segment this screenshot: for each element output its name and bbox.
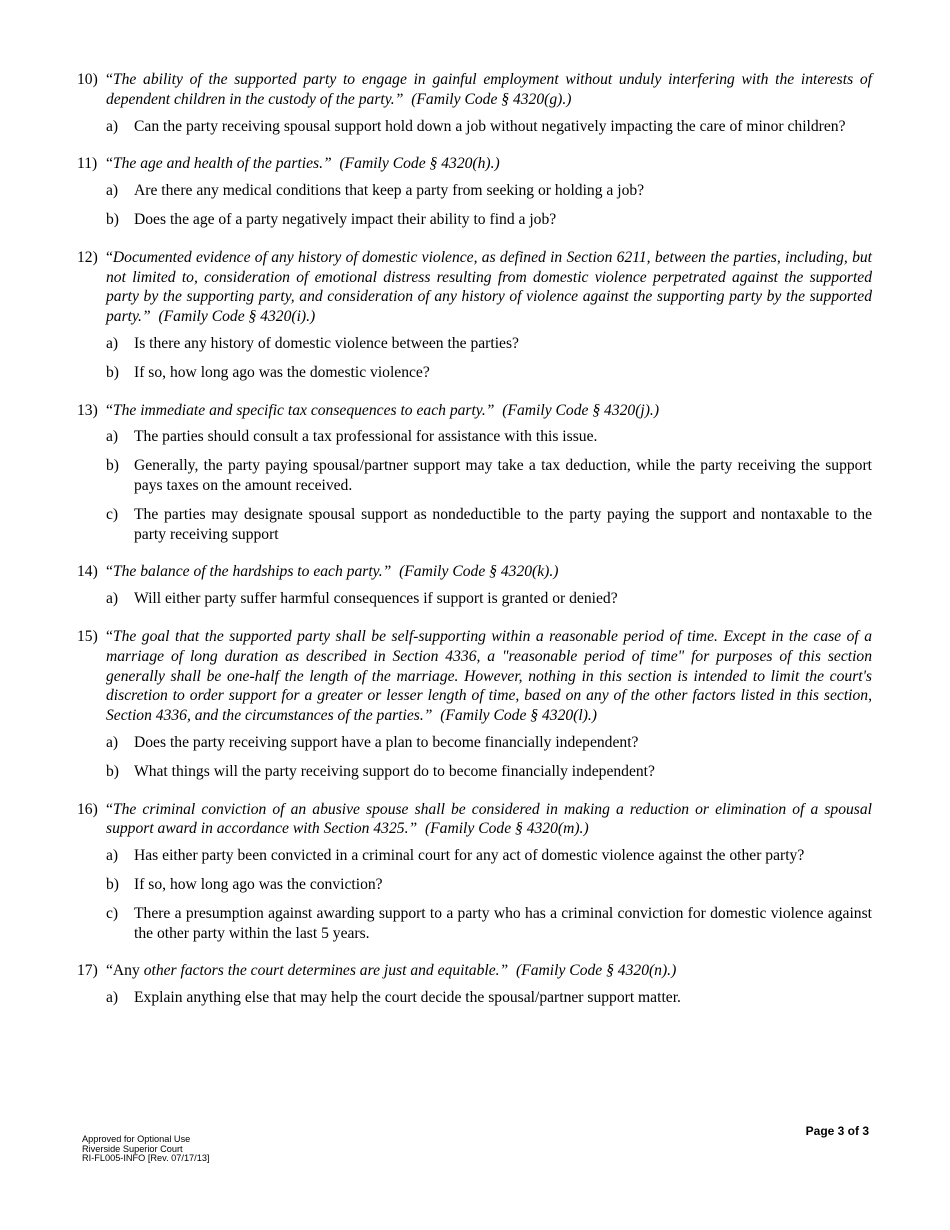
- question-letter: b): [106, 363, 119, 381]
- factor-statute: [77, 70, 872, 110]
- question-item: [106, 988, 872, 1008]
- question-text: Are there any medical conditions that keep a party from seeking or holding a job?: [134, 182, 645, 200]
- factor-quote-open: “: [106, 800, 113, 818]
- factor-questions: [106, 334, 872, 383]
- question-letter: c): [106, 505, 119, 523]
- factor-item: [77, 800, 872, 944]
- question-text: Generally, the party paying spousal/partner support may take a tax deduction, while the party receiving the support pays taxes on the amount received.: [134, 457, 872, 494]
- factor-item: [77, 70, 872, 136]
- question-item: [106, 875, 872, 895]
- factor-number: 12): [77, 248, 98, 266]
- factor-statute: [77, 627, 872, 726]
- factor-quote: The goal that the supported party shall be self-supporting within a reasonable period of time. Except in the case of a marriage of long duration as described in Section 4336, a "reasonable period of time" for purposes of this section generally shall be one-half the length of the marriage. However, nothing in this section is intended to limit the court's discretion to order support for a greater or lesser length of time, based on any of the other factors listed in this section, Section 4336, and the circumstances of the parties.”: [106, 627, 872, 725]
- factor-quote-open: “: [106, 563, 113, 581]
- factor-statute: [77, 401, 872, 421]
- factor-quote: Documented evidence of any history of domestic violence, as defined in Section 6211, between the parties, including, but not limited to, consideration of emotional distress resulting from domestic violence perpetrated against the supported party by the supporting party, and consideration of any history of violence against the supporting party by the supported party.”: [106, 248, 872, 326]
- factor-item: [77, 627, 872, 782]
- factor-number: 15): [77, 627, 98, 645]
- factor-quote-open: “: [106, 248, 113, 266]
- factor-citation: (Family Code § 4320(j).): [502, 401, 660, 419]
- factor-citation: (Family Code § 4320(m).): [424, 820, 589, 838]
- question-item: [106, 181, 872, 201]
- question-letter: a): [106, 847, 119, 865]
- question-letter: a): [106, 733, 119, 751]
- factor-quote-open: “Any: [106, 962, 144, 980]
- factor-quote-open: “: [106, 627, 113, 645]
- factor-item: [77, 401, 872, 545]
- question-item: [106, 334, 872, 354]
- factor-number: 16): [77, 800, 98, 818]
- question-letter: a): [106, 428, 119, 446]
- factor-citation: (Family Code § 4320(g).): [411, 90, 572, 108]
- factor-questions: [106, 117, 872, 137]
- question-text: Has either party been convicted in a criminal court for any act of domestic violence against the other party?: [134, 847, 805, 865]
- question-item: [106, 210, 872, 230]
- factor-quote-open: “: [106, 71, 113, 88]
- question-item: [106, 117, 872, 137]
- factor-statute: [77, 800, 872, 840]
- footer-form-id: RI-FL005-INFO [Rev. 07/17/13]: [82, 1153, 210, 1164]
- document-body: [77, 70, 872, 1026]
- factor-quote: other factors the court determines are just and equitable.”: [143, 962, 509, 980]
- question-item: [106, 363, 872, 383]
- question-text: Does the age of a party negatively impact their ability to find a job?: [134, 210, 557, 228]
- factor-number: 17): [77, 962, 98, 980]
- question-letter: b): [106, 875, 119, 893]
- question-text: Will either party suffer harmful consequences if support is granted or denied?: [134, 590, 618, 608]
- factor-item: [77, 562, 872, 609]
- question-text: Does the party receiving support have a plan to become financially independent?: [134, 733, 639, 751]
- page-number: Page 3 of 3: [805, 1124, 869, 1138]
- factor-number: 13): [77, 401, 98, 419]
- factor-questions: [106, 733, 872, 782]
- question-item: [106, 733, 872, 753]
- question-letter: b): [106, 762, 119, 780]
- question-letter: a): [106, 334, 119, 352]
- question-letter: a): [106, 590, 119, 608]
- factor-number: 11): [77, 155, 98, 173]
- question-text: Is there any history of domestic violence between the parties?: [134, 334, 519, 352]
- question-text: If so, how long ago was the domestic violence?: [134, 363, 430, 381]
- factor-citation: (Family Code § 4320(i).): [158, 308, 316, 326]
- factor-quote-open: “: [106, 401, 113, 419]
- factor-citation: (Family Code § 4320(n).): [516, 962, 677, 980]
- factor-quote: The age and health of the parties.”: [112, 155, 332, 173]
- question-letter: a): [106, 117, 119, 135]
- footer-approval: Approved for Optional Use: [82, 1134, 191, 1144]
- factor-number: 14): [77, 563, 98, 581]
- question-item: [106, 505, 872, 545]
- factor-number: 10): [77, 71, 98, 88]
- factor-questions: [106, 589, 872, 609]
- question-text: Explain anything else that may help the court decide the spousal/partner support matter.: [134, 989, 681, 1007]
- question-text: If so, how long ago was the conviction?: [134, 875, 383, 893]
- factor-item: [77, 248, 872, 383]
- question-text: The parties should consult a tax professional for assistance with this issue.: [134, 428, 598, 446]
- factor-quote: The ability of the supported party to engage in gainful employment without unduly interfering with the interests of dependent children in the custody of the party.”: [106, 71, 872, 108]
- question-text: Can the party receiving spousal support hold down a job without negatively impacting the care of minor children?: [134, 117, 846, 135]
- question-letter: b): [106, 457, 119, 475]
- question-item: [106, 456, 872, 496]
- question-item: [106, 762, 872, 782]
- question-item: [106, 427, 872, 447]
- question-item: [106, 589, 872, 609]
- factor-statute: [77, 562, 872, 582]
- factor-item: [77, 154, 872, 229]
- factor-questions: [106, 846, 872, 943]
- factor-questions: [106, 988, 872, 1008]
- factor-citation: (Family Code § 4320(k).): [399, 563, 559, 581]
- question-letter: b): [106, 210, 119, 228]
- factor-quote: The criminal conviction of an abusive spouse shall be considered in making a reduction or elimination of a spousal support award in accordance with Section 4325.”: [106, 800, 872, 838]
- question-letter: c): [106, 904, 119, 922]
- factor-quote-open: “: [106, 155, 113, 173]
- question-text: There a presumption against awarding support to a party who has a criminal conviction for domestic violence against the other party within the last 5 years.: [134, 904, 872, 942]
- question-letter: a): [106, 182, 119, 200]
- footer-court: Riverside Superior Court: [82, 1143, 183, 1154]
- question-item: [106, 846, 872, 866]
- factor-item: [77, 961, 872, 1008]
- factor-citation: (Family Code § 4320(l).): [440, 707, 597, 725]
- form-footer: [82, 1135, 210, 1164]
- factor-quote: The immediate and specific tax consequences to each party.”: [112, 401, 495, 419]
- factor-citation: (Family Code § 4320(h).): [339, 155, 500, 173]
- factor-questions: [106, 181, 872, 230]
- factor-quote: The balance of the hardships to each party.”: [112, 563, 392, 581]
- question-letter: a): [106, 989, 119, 1007]
- factor-statute: [77, 248, 872, 327]
- factor-statute: [77, 961, 872, 981]
- question-text: What things will the party receiving support do to become financially independent?: [134, 762, 655, 780]
- question-item: [106, 904, 872, 944]
- factor-statute: [77, 154, 872, 174]
- question-text: The parties may designate spousal support as nondeductible to the party paying the support and nontaxable to the party receiving support: [134, 505, 872, 543]
- factor-questions: [106, 427, 872, 544]
